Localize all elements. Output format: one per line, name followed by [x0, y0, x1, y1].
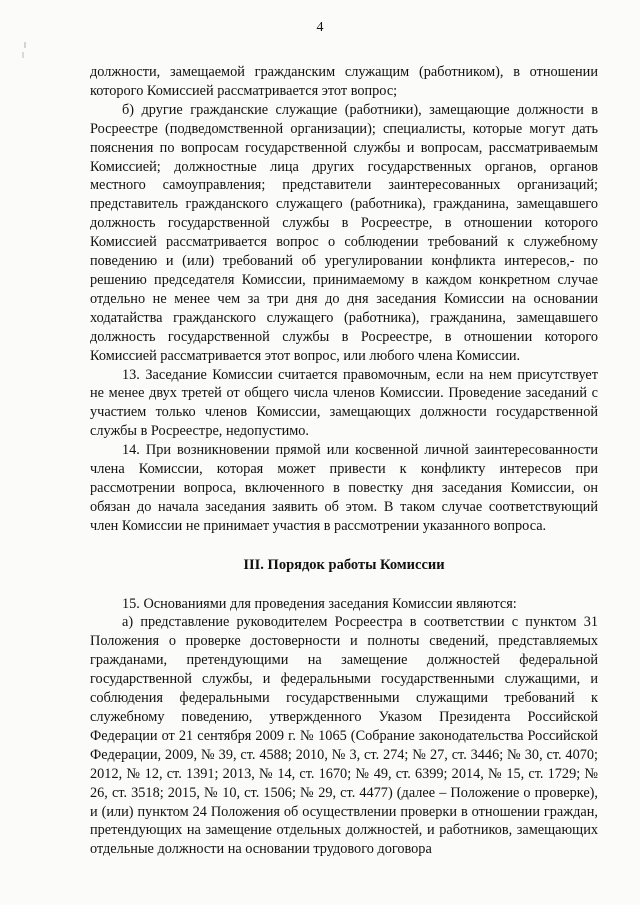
scan-artifact-mark — [18, 40, 32, 60]
paragraph-item-b: б) другие гражданские служащие (работники), замещающие должности в Росреестре (подведомственной организации); специалисты, которые могут дать пояснения по вопросам государственной службы и вопросам, рассматриваемым Комиссией; должностные лица других государственных органов, органов местного самоуправления; представители заинтересованных организаций; представитель гражданского служащего (работника), гражданина, замещавшего должность государственной службы в Росреестре, в отношении которого Комиссией рассматривается вопрос о соблюдении требований к служебному поведению и (или) требований об урегулировании конфликта интересов,- по решению председателя Комиссии, принимаемому в каждом конкретном случае отдельно не менее чем за три дня до дня заседания Комиссии на основании ходатайства гражданского служащего (работника), гражданина, замещавшего должность государственной службы в Росреестре, в отношении которого Комиссией рассматривается этот вопрос, или любого члена Комиссии. — [90, 101, 598, 364]
document-body — [90, 63, 598, 859]
paragraph-14: 14. При возникновении прямой или косвенной личной заинтересованности члена Комиссии, которая может привести к конфликту интересов при рассмотрении вопроса, включенного в повестку дня заседания Комиссии, он обязан до начала заседания заявить об этом. В таком случае соответствующий член Комиссии не принимает участия в рассмотрении указанного вопроса. — [90, 442, 598, 534]
page-number: 4 — [316, 20, 324, 35]
paragraph-13: 13. Заседание Комиссии считается правомочным, если на нем присутствует не менее двух третей от общего числа членов Комиссии. Проведение заседаний с участием только членов Комиссии, замещающих должности государственной службы в Росреестре, недопустимо. — [90, 366, 598, 440]
paragraph-15: 15. Основаниями для проведения заседания Комиссии являются: — [122, 595, 517, 612]
paragraph-continuation: должности, замещаемой гражданским служащим (работником), в отношении которого Комиссией рассматривается этот вопрос; — [90, 64, 598, 99]
paragraph-item-a: а) представление руководителем Росреестра в соответствии с пунктом 31 Положения о проверке достоверности и полноты сведений, представляемых гражданами, претендующими на замещение должностей федеральной государственной службы, и федеральными государственными служащими, и соблюдения федеральными государственными служащими требований к служебному поведению, утвержденного Указом Президента Российской Федерации от 21 сентября 2009 г. № 1065 (Собрание законодательства Российской Федерации, 2009, № 39, ст. 4588; 2010, № 3, ст. 274; № 27, ст. 3446; № 30, ст. 4070; 2012, № 12, ст. 1391; 2013, № 14, ст. 1670; № 49, ст. 6399; 2014, № 15, ст. 1729; № 26, ст. 3518; 2015, № 10, ст. 1506; № 29, ст. 4477) (далее – Положение о проверке), и (или) пунктом 24 Положения об осуществлении проверки в отношении граждан, претендующих на замещение отдельных должностей, и работников, замещающих отдельные должности на основании трудового договора — [90, 614, 598, 858]
section-heading: III. Порядок работы Комиссии — [243, 556, 445, 573]
